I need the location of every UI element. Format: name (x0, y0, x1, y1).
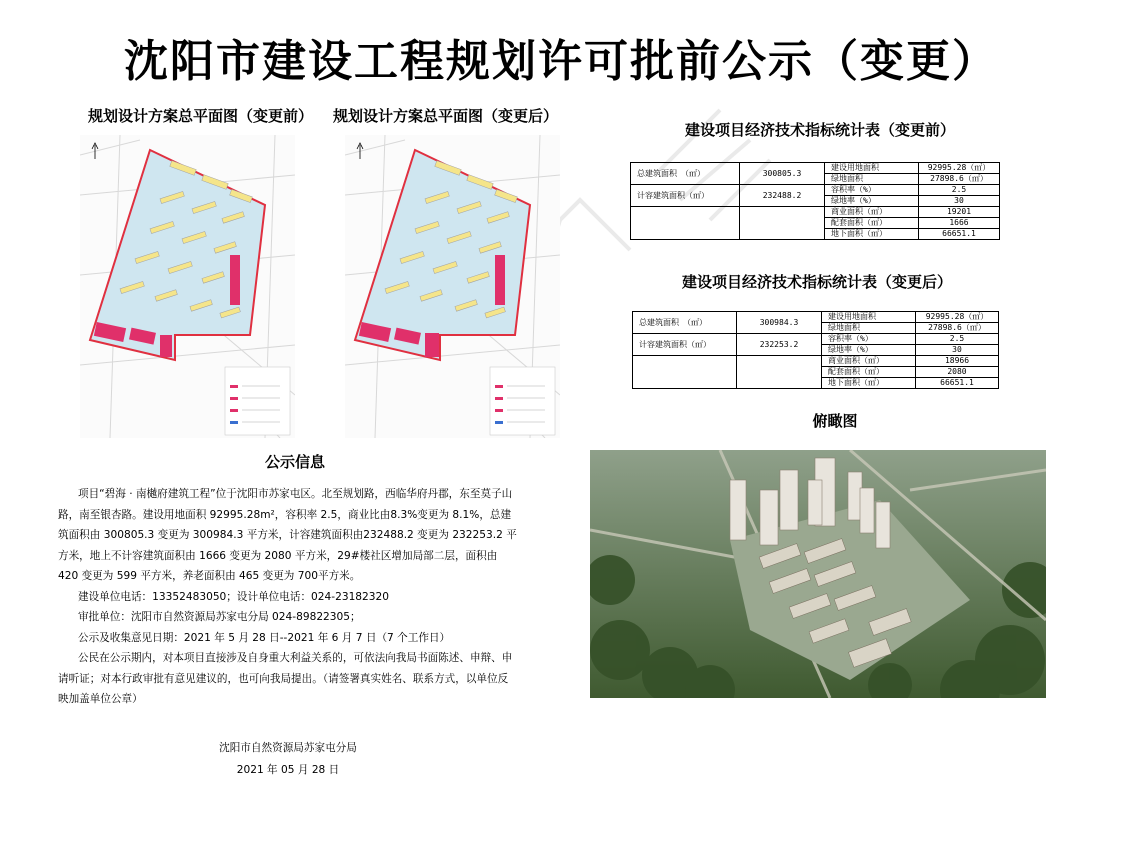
total-area-label: 总建筑面积 （㎡） (633, 312, 737, 334)
empty-cell (737, 356, 822, 389)
stat-label: 绿地面积 (825, 174, 919, 185)
plan-after-caption: 规划设计方案总平面图（变更后） (333, 107, 559, 125)
stat-label: 绿地率（%） (825, 196, 919, 207)
stat-value: 30 (919, 196, 1000, 207)
site-plan-before (80, 135, 295, 438)
stat-value: 30 (916, 345, 999, 356)
stat-label: 配套面积（㎡） (822, 367, 916, 378)
notice-heading: 公示信息 (264, 453, 325, 471)
plan-legend (225, 367, 290, 435)
notice-rights: 公民在公示期内，对本项目直接涉及自身重大利益关系的，可依法向我局书面陈述、申辩、申请听证；对本行政审批有意见建议的，也可向我局提出。（请签署真实姓名、联系方式，以单位反映加盖单位公章） (58, 652, 513, 705)
stat-label: 绿地率（%） (822, 345, 916, 356)
stat-value: 19201 (919, 207, 1000, 218)
empty-cell (631, 207, 740, 240)
far-area-label: 计容建筑面积（㎡） (631, 185, 740, 207)
stat-value: 27898.6（㎡） (919, 174, 1000, 185)
stat-label: 绿地面积 (822, 323, 916, 334)
far-area-label: 计容建筑面积（㎡） (633, 334, 737, 356)
notice-signature (58, 737, 518, 781)
stat-value: 92995.28（㎡） (916, 312, 999, 323)
stat-value: 18966 (916, 356, 999, 367)
stat-label: 商业面积（㎡） (822, 356, 916, 367)
signature-org: 沈阳市自然资源局苏家屯分局 (219, 742, 357, 754)
far-area-value: 232253.2 (737, 334, 822, 356)
notice-approver: 审批单位：沈阳市自然资源局苏家屯分局 024-89822305； (78, 611, 361, 623)
stat-label: 建设用地面积 (825, 163, 919, 174)
stats-before-table (630, 162, 1000, 240)
site-plan-after (345, 135, 560, 438)
stat-label: 地下面积（㎡） (825, 229, 919, 240)
far-area-value: 232488.2 (740, 185, 825, 207)
stat-label: 建设用地面积 (822, 312, 916, 323)
empty-cell (740, 207, 825, 240)
stat-value: 2080 (916, 367, 999, 378)
plan-before-caption: 规划设计方案总平面图（变更前） (88, 107, 314, 125)
page-title: 沈阳市建设工程规划许可批前公示（变更） (124, 36, 998, 87)
stat-label: 配套面积（㎡） (825, 218, 919, 229)
signature-date: 2021 年 05 月 28 日 (236, 764, 340, 776)
stat-label: 商业面积（㎡） (825, 207, 919, 218)
total-area-label: 总建筑面积 （㎡） (631, 163, 740, 185)
stat-value: 1666 (919, 218, 1000, 229)
stat-value: 66651.1 (916, 378, 999, 389)
stat-label: 容积率（%） (822, 334, 916, 345)
empty-cell (633, 356, 737, 389)
stats-before-title: 建设项目经济技术指标统计表（变更前） (684, 121, 955, 139)
stat-value: 92995.28（㎡） (919, 163, 1000, 174)
stat-value: 2.5 (919, 185, 1000, 196)
total-area-value: 300805.3 (740, 163, 825, 185)
stat-value: 27898.6（㎡） (916, 323, 999, 334)
plan-legend (490, 367, 555, 435)
aerial-caption: 俯瞰图 (812, 412, 858, 430)
aerial-rendering (590, 450, 1046, 698)
stat-value: 2.5 (916, 334, 999, 345)
notice-phones: 建设单位电话：13352483050；设计单位电话：024-23182320 (78, 590, 390, 603)
notice-paragraph: 项目“碧海 · 南樾府建筑工程”位于沈阳市苏家屯区。北至规划路，西临华府丹郡，东至莫子山路，南至银杏路。建设用地面积 92995.28m²，容积率 2.5，商业比由8.3%变更为 8.1%，总建筑面积由 300805.3 变更为 300984.3 平方米，计容建筑面积由232488.2 变更为 232253.2 平方米，地上不计容建筑面积由 1666 变更为 2080 平方米，29#楼社区增加局部二层，面积由 420 变更为 599 平方米，养老面积由 465 变更为 700平方米。 (58, 488, 517, 582)
stats-after-table (632, 311, 999, 389)
notice-period: 公示及收集意见日期：2021 年 5 月 28 日--2021 年 6 月 7 日（7 个工作日） (78, 631, 451, 644)
stats-after-title: 建设项目经济技术指标统计表（变更后） (681, 273, 952, 291)
stat-label: 地下面积（㎡） (822, 378, 916, 389)
notice-body (58, 484, 518, 710)
total-area-value: 300984.3 (737, 312, 822, 334)
stat-value: 66651.1 (919, 229, 1000, 240)
stat-label: 容积率（%） (825, 185, 919, 196)
